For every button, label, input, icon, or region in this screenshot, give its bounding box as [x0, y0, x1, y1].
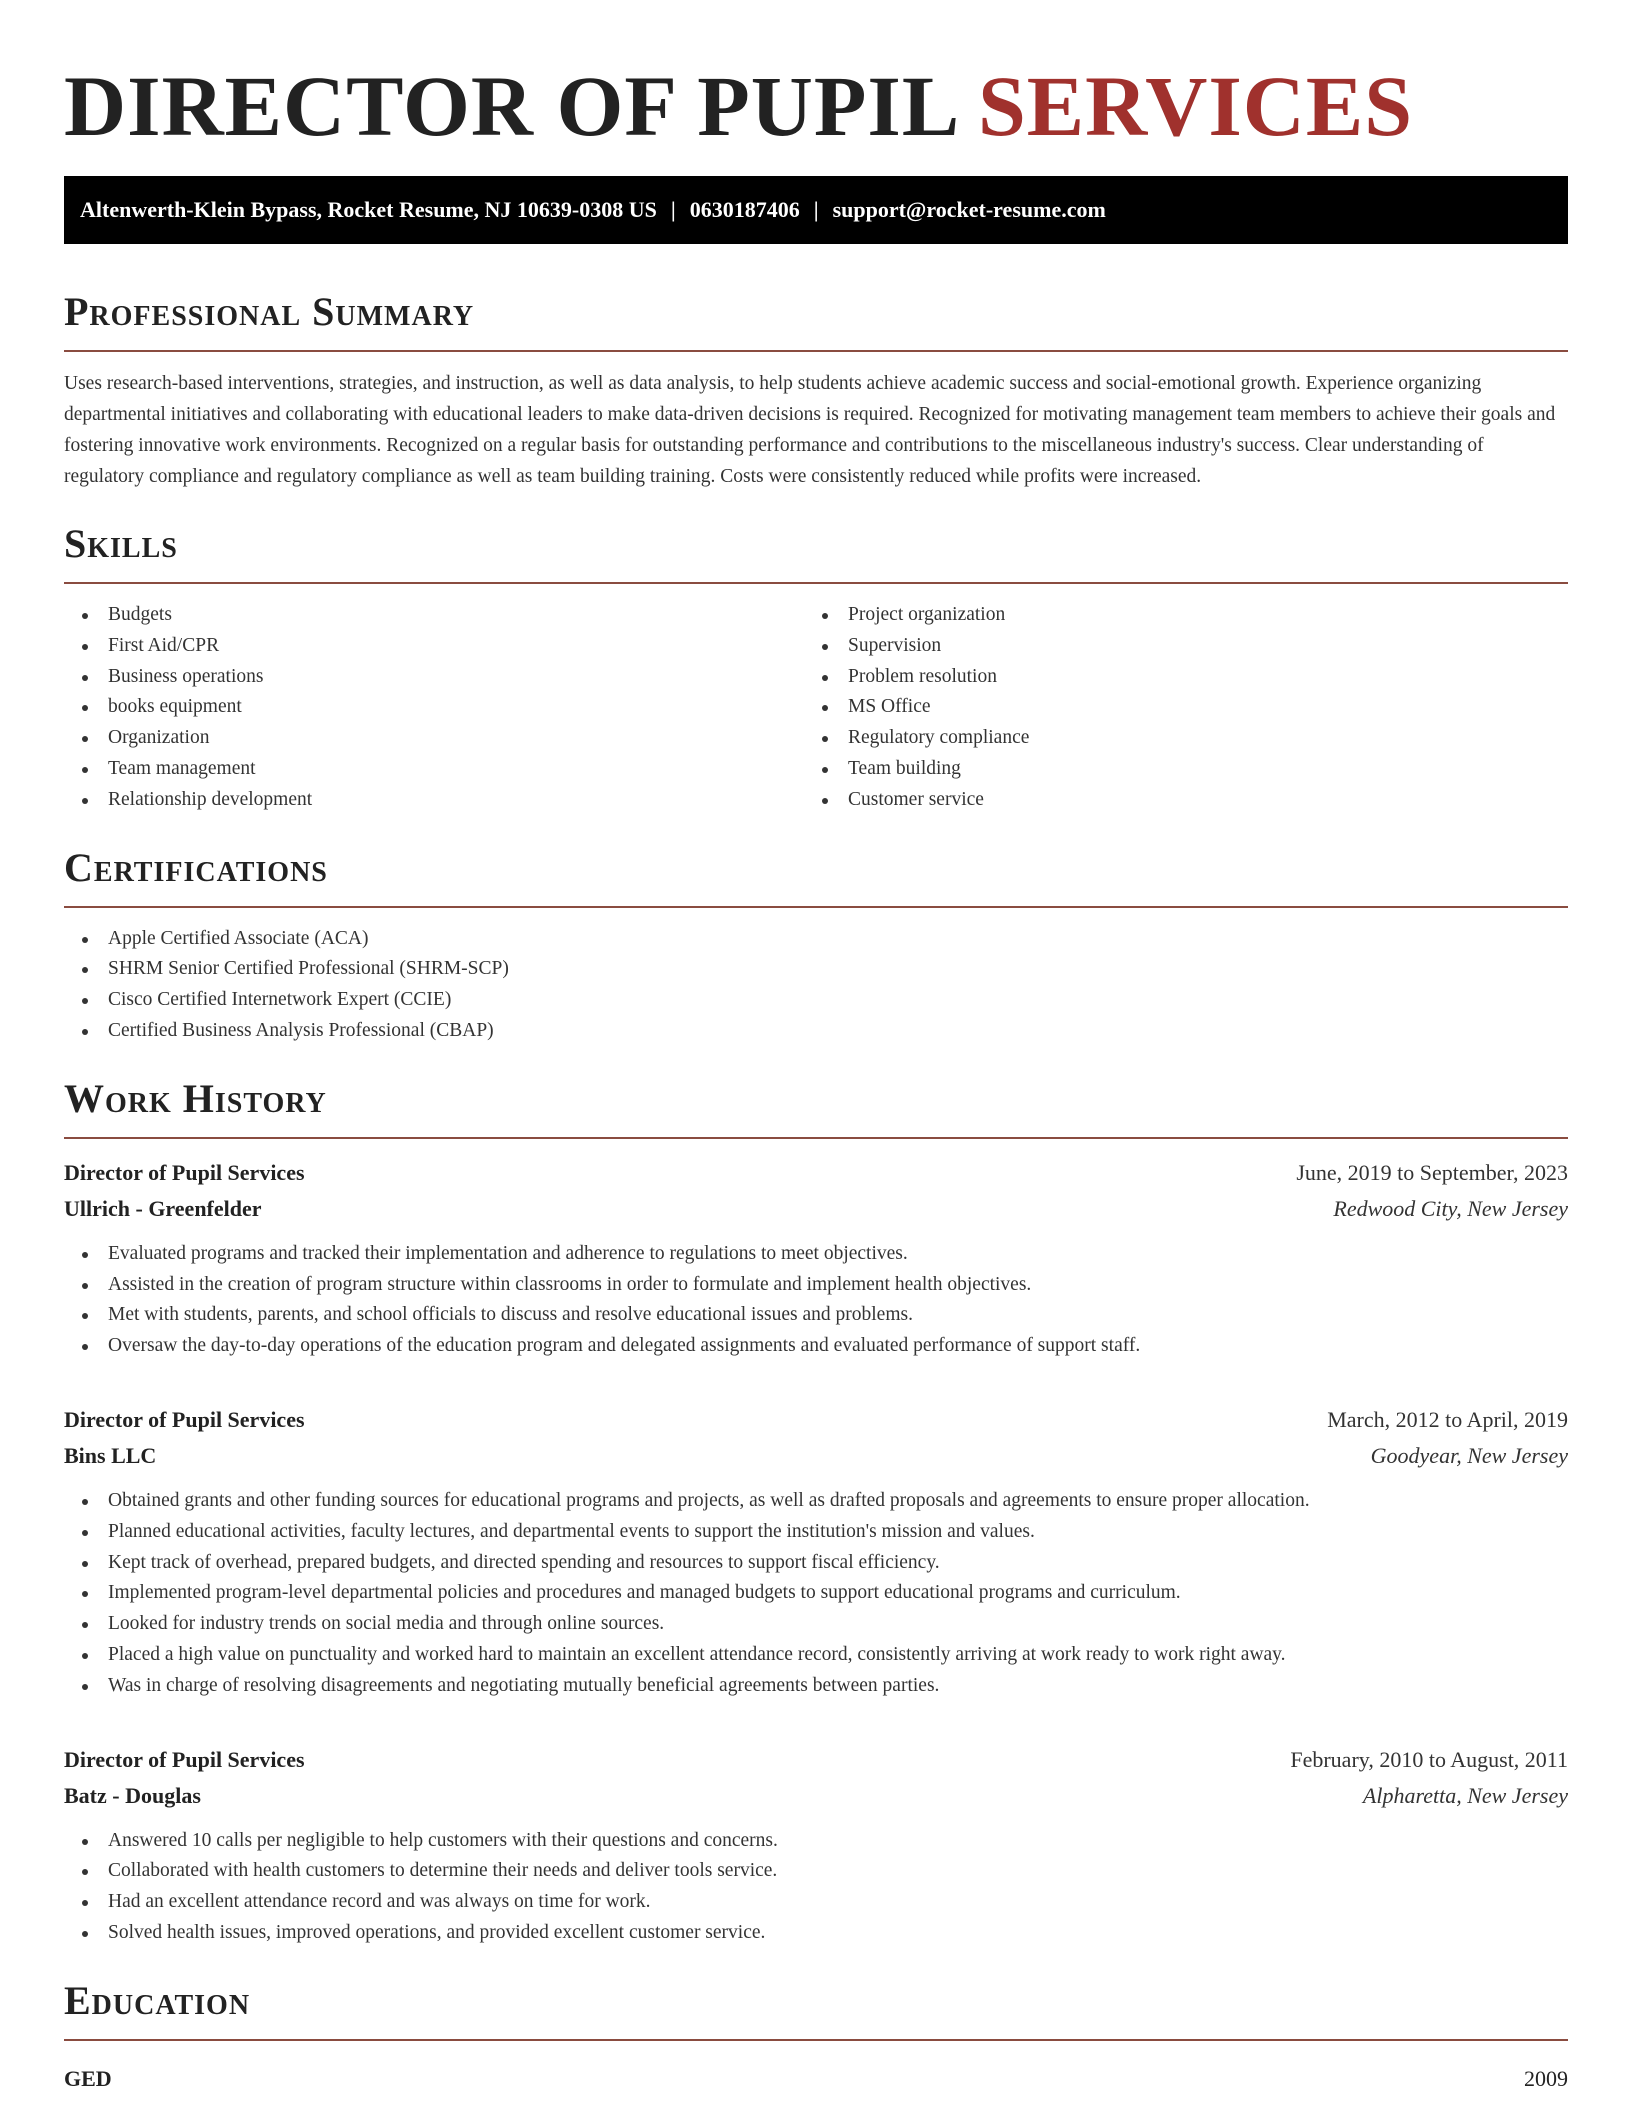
- summary-heading: Professional Summary: [64, 289, 475, 334]
- contact-email: support@rocket-resume.com: [832, 197, 1106, 222]
- resume-page: [64, 0, 1568, 2097]
- certification-item: Apple Certified Associate (ACA): [64, 924, 1568, 955]
- job-bullet: Planned educational activities, faculty lectures, and departmental events to support the institution's mission and values.: [64, 1517, 1568, 1548]
- summary-text: Uses research-based interventions, strategies, and instruction, as well as data analysis, to help students achieve academic success and social-emotional growth. Experience organizing departmental initiatives and collaborating with educational leaders to make data-driven decisions is required. Recognized for motivating management team members to achieve their goals and fostering innovative work environments. Recognized on a regular basis for outstanding performance and contributions to the miscellaneous industry's success. Clear understanding of regulatory compliance and regulatory compliance as well as team building training. Costs were consistently reduced while profits were increased.: [64, 373, 1556, 487]
- skill-item: Business operations: [64, 662, 804, 693]
- job-bullet: Implemented program-level departmental policies and procedures and managed budgets to support educational programs and curriculum.: [64, 1578, 1568, 1609]
- skill-item: Relationship development: [64, 785, 804, 816]
- work-history-section: [64, 1075, 1568, 1949]
- job-dates: February, 2010 to August, 2011: [1290, 1746, 1568, 1772]
- job-title: Director of Pupil Services: [64, 1746, 305, 1772]
- summary-section: [64, 288, 1568, 492]
- job-bullet: Solved health issues, improved operations, and provided excellent customer service.: [64, 1918, 1568, 1949]
- job-title: Director of Pupil Services: [64, 1406, 305, 1432]
- skill-item: MS Office: [804, 692, 1544, 723]
- job-bullet: Kept track of overhead, prepared budgets, and directed spending and resources to support fiscal efficiency.: [64, 1548, 1568, 1579]
- skill-item: Project organization: [804, 600, 1544, 631]
- section-divider: [64, 2039, 1568, 2041]
- contact-phone: 0630187406: [689, 197, 800, 222]
- job-title: Director of Pupil Services: [64, 1159, 305, 1185]
- certifications-section: [64, 844, 1568, 1047]
- job-bullet: Collaborated with health customers to determine their needs and deliver tools service.: [64, 1856, 1568, 1887]
- job-company: Bins LLC: [64, 1442, 157, 1468]
- job-bullet: Answered 10 calls per negligible to help customers with their questions and concerns.: [64, 1826, 1568, 1857]
- contact-separator: |: [813, 197, 819, 222]
- skills-list-left: [64, 600, 804, 816]
- title-main: DIRECTOR OF PUPIL: [64, 58, 956, 154]
- education-degree: GED: [64, 2065, 112, 2091]
- job-bullet: Looked for industry trends on social media and through online sources.: [64, 1609, 1568, 1640]
- job-bullet: Placed a high value on punctuality and worked hard to maintain an excellent attendance record, consistently arriving at work ready to work right away.: [64, 1640, 1568, 1671]
- job-location: Redwood City, New Jersey: [1333, 1195, 1568, 1221]
- skill-item: Problem resolution: [804, 662, 1544, 693]
- education-heading: Education: [64, 1977, 251, 2023]
- title-accent: SERVICES: [977, 58, 1414, 154]
- job-bullet: Assisted in the creation of program structure within classrooms in order to formulate and implement health objectives.: [64, 1270, 1568, 1301]
- skill-item: Supervision: [804, 631, 1544, 662]
- job-bullets: [64, 1826, 1568, 1949]
- work-history-heading: Work History: [64, 1075, 327, 1121]
- section-divider: [64, 582, 1568, 584]
- job-bullet: Evaluated programs and tracked their implementation and adherence to regulations to meet objectives.: [64, 1239, 1568, 1270]
- skill-item: First Aid/CPR: [64, 631, 804, 662]
- certification-item: SHRM Senior Certified Professional (SHRM-SCP): [64, 954, 1568, 985]
- skill-item: Budgets: [64, 600, 804, 631]
- job-bullets: [64, 1239, 1568, 1362]
- skills-columns: [64, 600, 1568, 816]
- education-section: [64, 1977, 1568, 2097]
- contact-address: Altenwerth-Klein Bypass, Rocket Resume, NJ 10639-0308 US: [80, 197, 657, 222]
- job-company: Ullrich - Greenfelder: [64, 1195, 262, 1221]
- education-year: 2009: [1524, 2065, 1568, 2091]
- skill-item: books equipment: [64, 692, 804, 723]
- job-bullet: Met with students, parents, and school officials to discuss and resolve educational issues and problems.: [64, 1300, 1568, 1331]
- job-bullets: [64, 1486, 1568, 1702]
- job-dates: March, 2012 to April, 2019: [1327, 1406, 1568, 1432]
- skills-section: [64, 520, 1568, 816]
- contact-bar: [64, 176, 1568, 244]
- section-divider: [64, 1137, 1568, 1139]
- job-dates: June, 2019 to September, 2023: [1296, 1159, 1568, 1185]
- contact-separator: |: [670, 197, 676, 222]
- certification-item: Certified Business Analysis Professional (CBAP): [64, 1016, 1568, 1047]
- job-location: Alpharetta, New Jersey: [1362, 1782, 1568, 1808]
- education-entry: [64, 2061, 1568, 2097]
- job-entry: [64, 1155, 1568, 1362]
- certifications-heading: Certifications: [64, 844, 328, 890]
- job-entry: [64, 1402, 1568, 1702]
- job-bullet: Obtained grants and other funding sources for educational programs and projects, as well as drafted proposals and agreements to ensure proper allocation.: [64, 1486, 1568, 1517]
- section-divider: [64, 350, 1568, 352]
- job-entry: [64, 1742, 1568, 1949]
- section-divider: [64, 906, 1568, 908]
- skill-item: Organization: [64, 723, 804, 754]
- skills-list-right: [804, 600, 1544, 816]
- certifications-list: [64, 924, 1568, 1047]
- skill-item: Customer service: [804, 785, 1544, 816]
- job-company: Batz - Douglas: [64, 1782, 201, 1808]
- resume-title: [64, 0, 1568, 156]
- job-bullet: Was in charge of resolving disagreements and negotiating mutually beneficial agreements between parties.: [64, 1671, 1568, 1702]
- skill-item: Team management: [64, 754, 804, 785]
- job-bullet: Had an excellent attendance record and was always on time for work.: [64, 1887, 1568, 1918]
- skill-item: Regulatory compliance: [804, 723, 1544, 754]
- job-bullet: Oversaw the day-to-day operations of the education program and delegated assignments and evaluated performance of support staff.: [64, 1331, 1568, 1362]
- certification-item: Cisco Certified Internetwork Expert (CCIE): [64, 985, 1568, 1016]
- skill-item: Team building: [804, 754, 1544, 785]
- skills-heading: Skills: [64, 521, 178, 566]
- job-location: Goodyear, New Jersey: [1370, 1442, 1568, 1468]
